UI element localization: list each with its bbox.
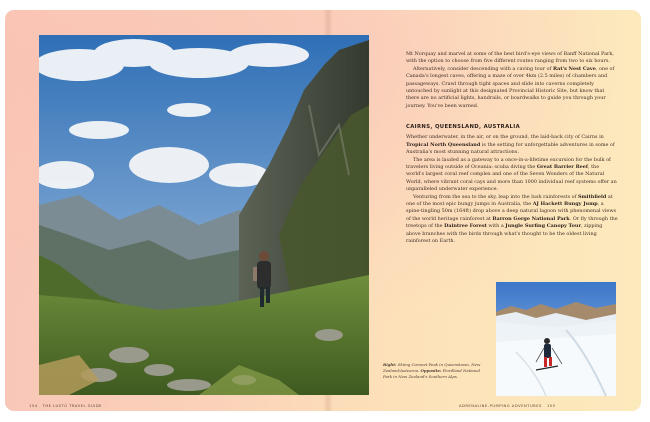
caption-label: Right:	[383, 362, 397, 367]
highlight-place: Rat's Nest Cave	[552, 65, 596, 72]
intro-text-block	[406, 51, 618, 110]
highlight-place: Barron Gorge National Park	[492, 215, 570, 222]
highlight-place: Daintree Forest	[444, 223, 487, 230]
skier-photo	[496, 282, 616, 396]
highlight-place: AJ Hackett Bungy Jump	[532, 201, 598, 208]
highlight-place: Jungle Surfing Canopy Tour	[505, 223, 582, 230]
paragraph: The area is lauded as a gateway to a once-in-a-lifetime excursion for the bulk of travelers living outside of Oceania: scuba diving the Great Barrier Reef, the world's largest coral reef complex and one of the Seven Wonders of the Natural World, where vibrant coral cays and more than 1000 individual reef systems offer an unparalleled underwater experience.	[406, 156, 617, 193]
paragraph: Alternatively, consider descending with a caving tour of Rat's Nest Cave, one of Canada's longest caves, offering a maze of over 4km (2.5 miles) of chambers and passageways. Crawl through tight spaces and slide into caverns completely untouched by sunlight at this designated Provincial Historic Site, but know that there are no artificial lights, handrails, or boardwalks to guide you through your journey. You've been warned.	[406, 65, 615, 109]
cairns-section	[406, 124, 618, 246]
hiker-mountain-valley-photo	[39, 35, 369, 395]
highlight-place: Tropical North Queensland	[406, 141, 481, 148]
left-folio	[29, 404, 102, 408]
paragraph: Whether underwater, in the air, or on the ground, the laid-back city of Cairns in Tropical North Queensland is the setting for unforgettable adventures in some of Australia's most stunning natural attractions.	[406, 134, 615, 156]
paragraph: Venturing from the sea to the sky, leap into the lush rainforests of Smithfield at one of the most epic bungy jumps in Australia, the AJ Hackett Bungy Jump, a spine-tingling 50m (164ft) drop above a deep natural lagoon with phenomenal views of the world heritage rainforest at Barron Gorge National Park. Or fly through the treetops of the Daintree Forest with a Jungle Surfing Canopy Tour, zipping above branches with the birds through what's thought to be the oldest living rainforest on Earth.	[406, 193, 618, 245]
section-heading: CAIRNS, QUEENSLAND, AUSTRALIA	[406, 124, 521, 130]
page-number: 155	[546, 404, 556, 408]
caption-label: Opposite:	[420, 367, 442, 373]
right-folio	[459, 404, 555, 408]
running-head: ADRENALINE-PUMPING ADVENTURES	[459, 404, 542, 408]
paragraph: Mt Norquay and marvel at some of the best bird's-eye views of Banff National Park, with the option to choose from five different routes ranging from two to six hours.	[406, 51, 614, 65]
book-spread	[5, 10, 641, 411]
running-head: THE LUSTÜ TRAVEL GUIDE	[42, 404, 102, 408]
highlight-place: Great Barrier Reef	[536, 164, 588, 171]
page-number: 154	[29, 404, 38, 408]
photo-caption: Right: Skiing Coronet Peak in Queenstown, New Zealand/Aotearoa. Opposite: Fiordland National Park in New Zealand's Southern Alps.	[383, 362, 481, 379]
highlight-place: Smithfield	[577, 193, 607, 200]
